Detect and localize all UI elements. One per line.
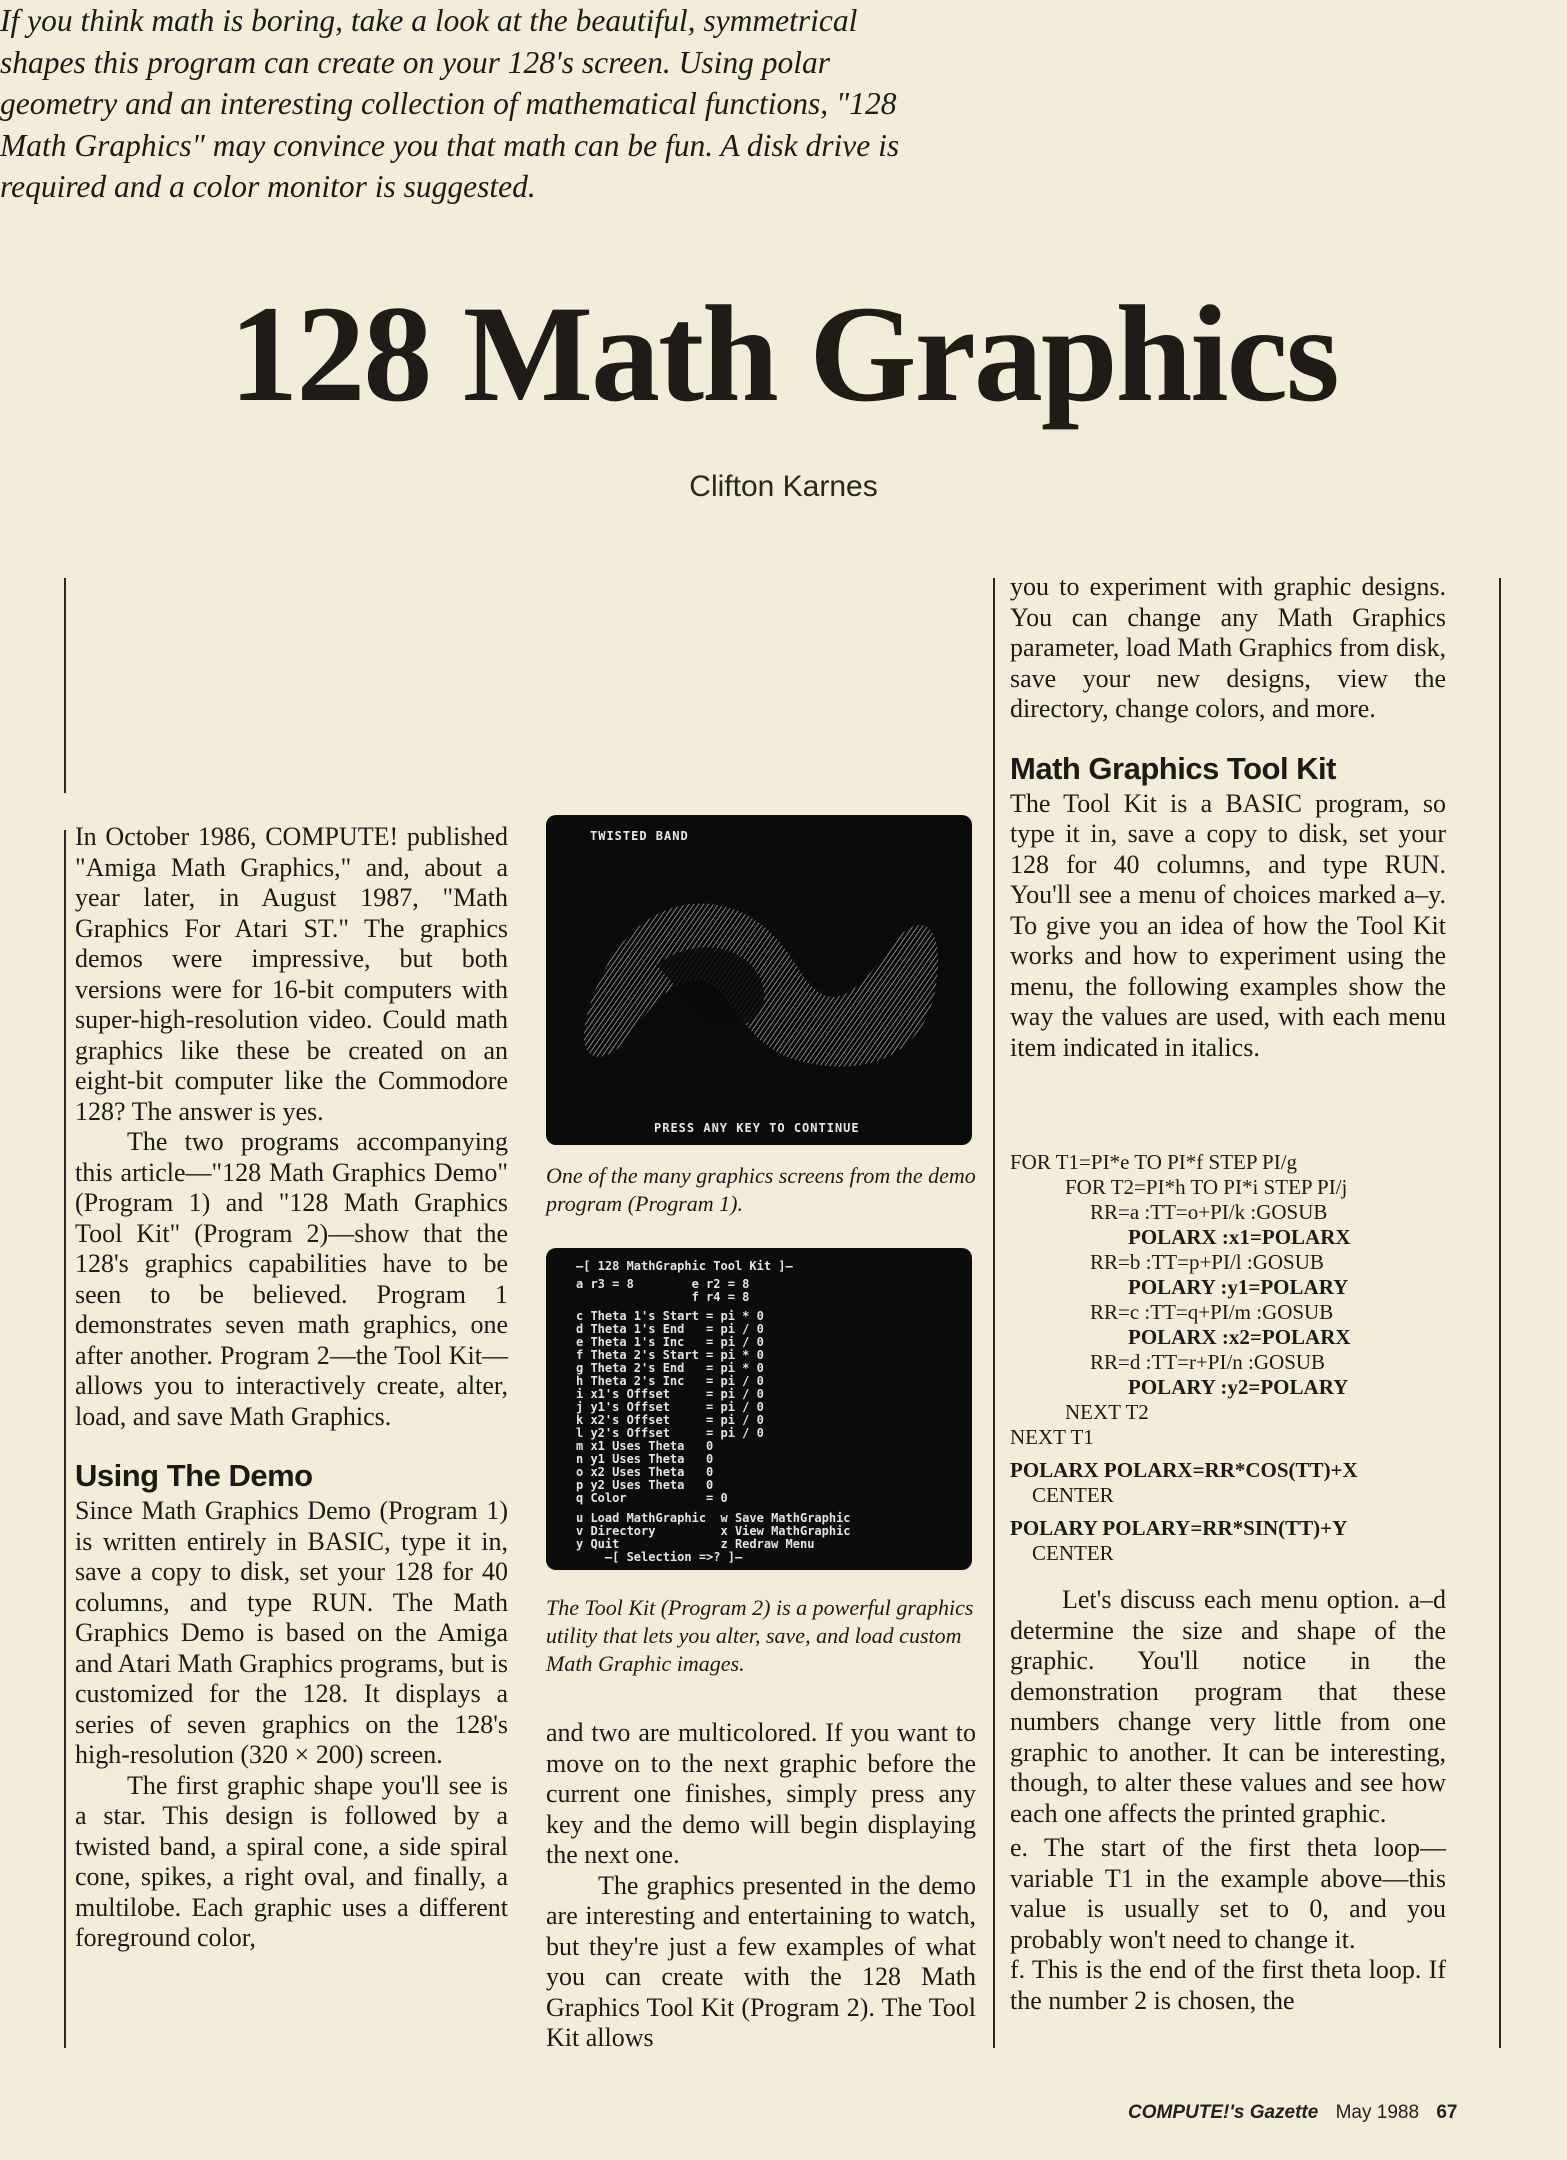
heading-using-the-demo: Using The Demo	[75, 1458, 313, 1493]
demo-screenshot	[546, 815, 972, 1145]
article-title: 128 Math Graphics	[229, 277, 1338, 430]
code-line: CENTER	[1032, 1541, 1114, 1565]
col1-paragraph-1: In October 1986, COMPUTE! published "Amiga Math Graphics," and, about a year later, in August 1987, "Math Graphics For Atari ST." The graphics demos were impressive, but both versions were for 16-bit computers with super-high-resolution video. Could math graphics like these be created on an eight-bit computer like the Commodore 128? The answer is yes.	[75, 822, 508, 1126]
author-byline: Clifton Karnes	[689, 470, 878, 503]
toolkit-r-values: a r3 = 8 e r2 = 8 f r4 = 8	[576, 1277, 750, 1304]
column-2	[546, 1718, 976, 2054]
col2-paragraph-2: The graphics presented in the demo are interesting and entertaining to watch, but they're just a few examples of what you can create with the 128 Math Graphics Tool Kit (Program 2). The Tool Kit allows	[546, 1870, 976, 2052]
code-line: POLARX POLARX=RR*COS(TT)+X	[1010, 1458, 1358, 1482]
code-line: FOR T1=PI*e TO PI*f STEP PI/g	[1010, 1150, 1298, 1174]
column-rule-left	[64, 830, 66, 2048]
code-line: POLARX :x2=POLARX	[1128, 1325, 1351, 1349]
code-line: RR=d :TT=r+PI/n :GOSUB	[1090, 1350, 1326, 1374]
col3-paragraph-5: f. This is the end of the first theta loop. If the number 2 is chosen, the	[1010, 1955, 1446, 2015]
toolkit-menu: u Load MathGraphic w Save MathGraphic v Directory x View MathGraphic y Quit z Redraw Menu —[ Selection =>? ]—	[576, 1511, 851, 1564]
code-listing	[1010, 1150, 1490, 1566]
toolkit-header: —[ 128 MathGraphic Tool Kit ]—	[576, 1259, 793, 1273]
footer-page-number: 67	[1436, 2102, 1458, 2123]
code-line: POLARY POLARY=RR*SIN(TT)+Y	[1010, 1516, 1348, 1540]
screen-title-label: TWISTED BAND	[590, 829, 689, 843]
code-line: NEXT T1	[1010, 1425, 1094, 1449]
code-line: FOR T2=PI*h TO PI*i STEP PI/j	[1065, 1175, 1348, 1199]
heading-tool-kit: Math Graphics Tool Kit	[1010, 750, 1336, 786]
code-line: POLARY :y1=POLARY	[1128, 1275, 1349, 1299]
twisted-band-graphic	[546, 815, 972, 1145]
page-footer	[1128, 2102, 1457, 2124]
code-line: RR=c :TT=q+PI/m :GOSUB	[1090, 1300, 1334, 1324]
code-line: POLARX :x1=POLARX	[1128, 1225, 1351, 1249]
col3-paragraph-1: you to experiment with graphic designs. You can change any Math Graphics parameter, load Math Graphics from disk, save your new designs, view the directory, change colors, and more.	[1010, 572, 1446, 723]
col3-paragraph-4: e. The start of the first theta loop—variable T1 in the example above—this value is usually set to 0, and you probably won't need to change it.	[1010, 1833, 1446, 1954]
toolkit-screenshot	[546, 1248, 972, 1570]
code-line: POLARY :y2=POLARY	[1128, 1375, 1349, 1399]
code-line: RR=a :TT=o+PI/k :GOSUB	[1090, 1200, 1328, 1224]
caption-2: The Tool Kit (Program 2) is a powerful graphics utility that lets you alter, save, and load custom Math Graphic images.	[546, 1595, 974, 1676]
col3-paragraph-3: Let's discuss each menu option. a–d determine the size and shape of the graphic. You'll notice in the demonstration program that these numbers change very little from one graphic to another. It can be interesting, though, to alter these values and see how each one affects the printed graphic.	[1010, 1585, 1446, 1828]
screen-continue-label: PRESS ANY KEY TO CONTINUE	[654, 1121, 860, 1135]
intro-left-rule	[64, 578, 66, 793]
footer-publication: COMPUTE!'s Gazette	[1128, 2102, 1319, 2123]
column-1	[75, 822, 508, 1954]
col2-paragraph-1: and two are multicolored. If you want to move on to the next graphic before the current one finishes, simply press any key and the demo will begin displaying the next one.	[546, 1718, 976, 1869]
code-line: RR=b :TT=p+PI/l :GOSUB	[1090, 1250, 1324, 1274]
code-line: NEXT T2	[1065, 1400, 1149, 1424]
intro-deck: If you think math is boring, take a look at the beautiful, symmetrical shapes this program can create on your 128's screen. Using polar geometry and an interesting collection of mathematical functions, "128 Math Graphics" may convince you that math can be fun. A disk drive is required and a color monitor is suggested.	[0, 3, 900, 205]
column-3-bottom	[1010, 1585, 1446, 2016]
code-line: CENTER	[1032, 1483, 1114, 1507]
col1-paragraph-2: The two programs accompanying this article—"128 Math Graphics Demo" (Program 1) and "128 Math Graphics Tool Kit" (Program 2)—show that the 128's graphics capabilities have to be seen to be believed. Program 1 demonstrates seven math graphics, one after another. Program 2—the Tool Kit—allows you to interactively create, alter, load, and save Math Graphics.	[75, 1127, 508, 1431]
caption-1: One of the many graphics screens from the demo program (Program 1).	[546, 1163, 976, 1216]
col3-paragraph-2: The Tool Kit is a BASIC program, so type it in, save a copy to disk, set your 128 for 40 columns, and type RUN. You'll see a menu of choices marked a–y. To give you an idea of how the Tool Kit works and how to experiment using the menu, the following examples show the way the values are used, with each menu item indicated in italics.	[1010, 788, 1446, 1062]
column-3-top	[1010, 572, 1446, 1063]
col1-paragraph-4: The first graphic shape you'll see is a star. This design is followed by a twisted band, a spiral cone, a side spiral cone, spikes, a right oval, and finally, a multilobe. Each graphic uses a different foreground color,	[75, 1770, 508, 1952]
column-rule-far-right	[1499, 578, 1501, 2048]
col1-paragraph-3: Since Math Graphics Demo (Program 1) is written entirely in BASIC, type it in, save a copy to disk, set your 128 for 40 columns, and type RUN. The Math Graphics Demo is based on the Amiga and Atari Math Graphics programs, but is customized for the 128. It displays a series of seven graphics on the 128's high-resolution (320 × 200) screen.	[75, 1496, 508, 1769]
footer-date: May 1988	[1335, 2102, 1420, 2123]
toolkit-parameter-list: c Theta 1's Start = pi * 0 d Theta 1's End = pi / 0 e Theta 1's Inc = pi / 0 f Theta 2's Start = pi * 0 g Theta 2's End = pi * 0 h Theta 2's Inc = pi / 0 i x1's Offset = pi / 0 j y1's Offset = pi / 0 k x2's Offset = pi / 0 l y2's Offset = pi / 0 m x1 Uses Theta 0 n y1 Uses Theta 0 o x2 Uses Theta 0 p y2 Uses Theta 0 q Color = 0	[576, 1309, 764, 1505]
column-rule-right	[993, 578, 995, 2048]
